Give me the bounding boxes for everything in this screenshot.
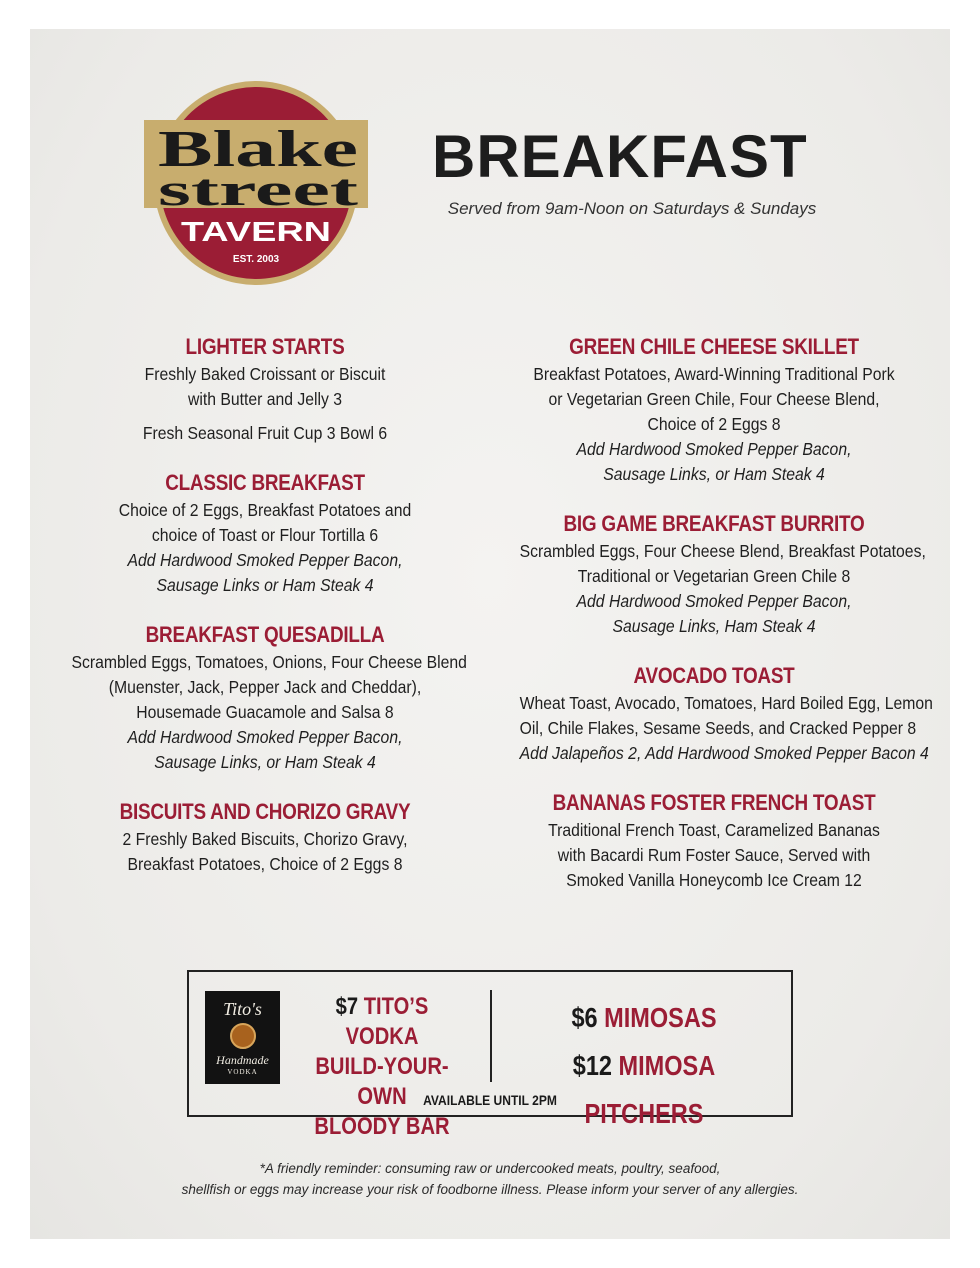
section-title: BANANAS FOSTER FRENCH TOAST [552, 790, 876, 815]
bloody-bar-special [302, 992, 462, 1142]
item-line: Smoked Vanilla Honeycomb Ice Cream 12 [566, 870, 862, 890]
page-subtitle: Served from 9am-Noon on Saturdays & Sundays [447, 199, 817, 218]
item-addon-line: Add Hardwood Smoked Pepper Bacon, [576, 591, 852, 611]
menu-section [498, 788, 930, 893]
item-line: Choice of 2 Eggs, Breakfast Potatoes and [118, 500, 412, 520]
menu-section [50, 468, 480, 598]
item-line: Choice of 2 Eggs 8 [647, 414, 781, 434]
menu-section [498, 332, 930, 487]
section-title: LIGHTER STARTS [185, 334, 345, 359]
item-addon-line: Sausage Links, or Ham Steak 4 [603, 464, 825, 484]
promo-divider [490, 990, 492, 1082]
item-addon-line: Add Jalapeños 2, Add Hardwood Smoked Pepper Bacon 4 [519, 743, 929, 763]
drink-specials-box [187, 970, 793, 1140]
item-line: with Butter and Jelly 3 [187, 389, 343, 409]
section-title: AVOCADO TOAST [633, 663, 795, 688]
item-line: 2 Freshly Baked Biscuits, Chorizo Gravy, [122, 829, 408, 849]
item-line: Traditional or Vegetarian Green Chile 8 [577, 566, 851, 586]
titos-name: Tito's [223, 999, 262, 1019]
mimosa-price: $6 [571, 1002, 598, 1033]
mimosa-specials [524, 994, 764, 1138]
item-line: (Muenster, Jack, Pepper Jack and Cheddar), [108, 677, 422, 697]
bloody-price: $7 [335, 993, 359, 1020]
pitcher-price: $12 [572, 1050, 613, 1081]
mimosa-label: MIMOSAS [604, 1002, 717, 1033]
logo-line3: TAVERN [181, 216, 331, 247]
item-line: Scrambled Eggs, Tomatoes, Onions, Four Cheese Blend [71, 652, 467, 672]
item-line: with Bacardi Rum Foster Sauce, Served with [557, 845, 871, 865]
item-line: Breakfast Potatoes, Award-Winning Traditional Pork [533, 364, 895, 384]
disclaimer-line1: *A friendly reminder: consuming raw or undercooked meats, poultry, seafood, [259, 1161, 721, 1176]
item-line: Wheat Toast, Avocado, Tomatoes, Hard Boiled Egg, Lemon [519, 693, 933, 713]
disclaimer-line2: shellfish or eggs may increase your risk of foodborne illness. Please inform your server of any allergies. [181, 1182, 799, 1197]
menu-section [50, 620, 480, 775]
pitcher-label: MIMOSA PITCHERS [584, 1050, 716, 1129]
item-addon-line: Add Hardwood Smoked Pepper Bacon, [576, 439, 852, 459]
availability-note: AVAILABLE UNTIL 2PM [423, 1092, 557, 1108]
menu-section [498, 509, 930, 639]
logo-graphic [144, 78, 368, 288]
item-addon-line: Sausage Links, Ham Steak 4 [612, 616, 816, 636]
bloody-line3: BLOODY BAR [314, 1113, 450, 1140]
section-title: BREAKFAST QUESADILLA [145, 622, 385, 647]
section-title: CLASSIC BREAKFAST [165, 470, 365, 495]
item-line: Scrambled Eggs, Four Cheese Blend, Breakfast Potatoes, [519, 541, 926, 561]
titos-handmade: Handmade [216, 1053, 269, 1067]
menu-section [50, 332, 480, 446]
item-addon-line: Add Hardwood Smoked Pepper Bacon, [127, 727, 403, 747]
item-addon-line: Sausage Links or Ham Steak 4 [156, 575, 374, 595]
titos-vodka-logo [205, 991, 280, 1084]
item-line: Traditional French Toast, Caramelized Bananas [548, 820, 880, 840]
item-line: Oil, Chile Flakes, Sesame Seeds, and Cracked Pepper 8 [519, 718, 917, 738]
blake-street-tavern-logo [144, 78, 368, 288]
page-title: BREAKFAST [432, 123, 808, 190]
item-line: or Vegetarian Green Chile, Four Cheese Blend, [548, 389, 880, 409]
bloody-line1: TITO’S VODKA [345, 993, 429, 1050]
left-column [50, 332, 480, 899]
logo-line2: street [158, 164, 360, 215]
item-line: Fresh Seasonal Fruit Cup 3 Bowl 6 [142, 423, 388, 443]
menu-section [50, 797, 480, 877]
item-addon-line: Sausage Links, or Ham Steak 4 [154, 752, 376, 772]
titos-vodka: VODKA [227, 1068, 258, 1076]
item-line: Breakfast Potatoes, Choice of 2 Eggs 8 [127, 854, 403, 874]
logo-line1: Blake [158, 121, 358, 178]
item-line: Housemade Guacamole and Salsa 8 [136, 702, 394, 722]
titos-badge-icon [230, 1023, 256, 1049]
menu-section [498, 661, 933, 766]
right-column [498, 332, 933, 915]
section-title: BIG GAME BREAKFAST BURRITO [563, 511, 865, 536]
logo-est: EST. 2003 [232, 254, 280, 265]
item-line: choice of Toast or Flour Tortilla 6 [151, 525, 379, 545]
item-line: Freshly Baked Croissant or Biscuit [144, 364, 386, 384]
bloody-line2: BUILD-YOUR-OWN [315, 1053, 449, 1110]
allergy-disclaimer [150, 1158, 830, 1200]
section-title: BISCUITS AND CHORIZO GRAVY [119, 799, 411, 824]
section-title: GREEN CHILE CHEESE SKILLET [569, 334, 859, 359]
item-addon-line: Add Hardwood Smoked Pepper Bacon, [127, 550, 403, 570]
